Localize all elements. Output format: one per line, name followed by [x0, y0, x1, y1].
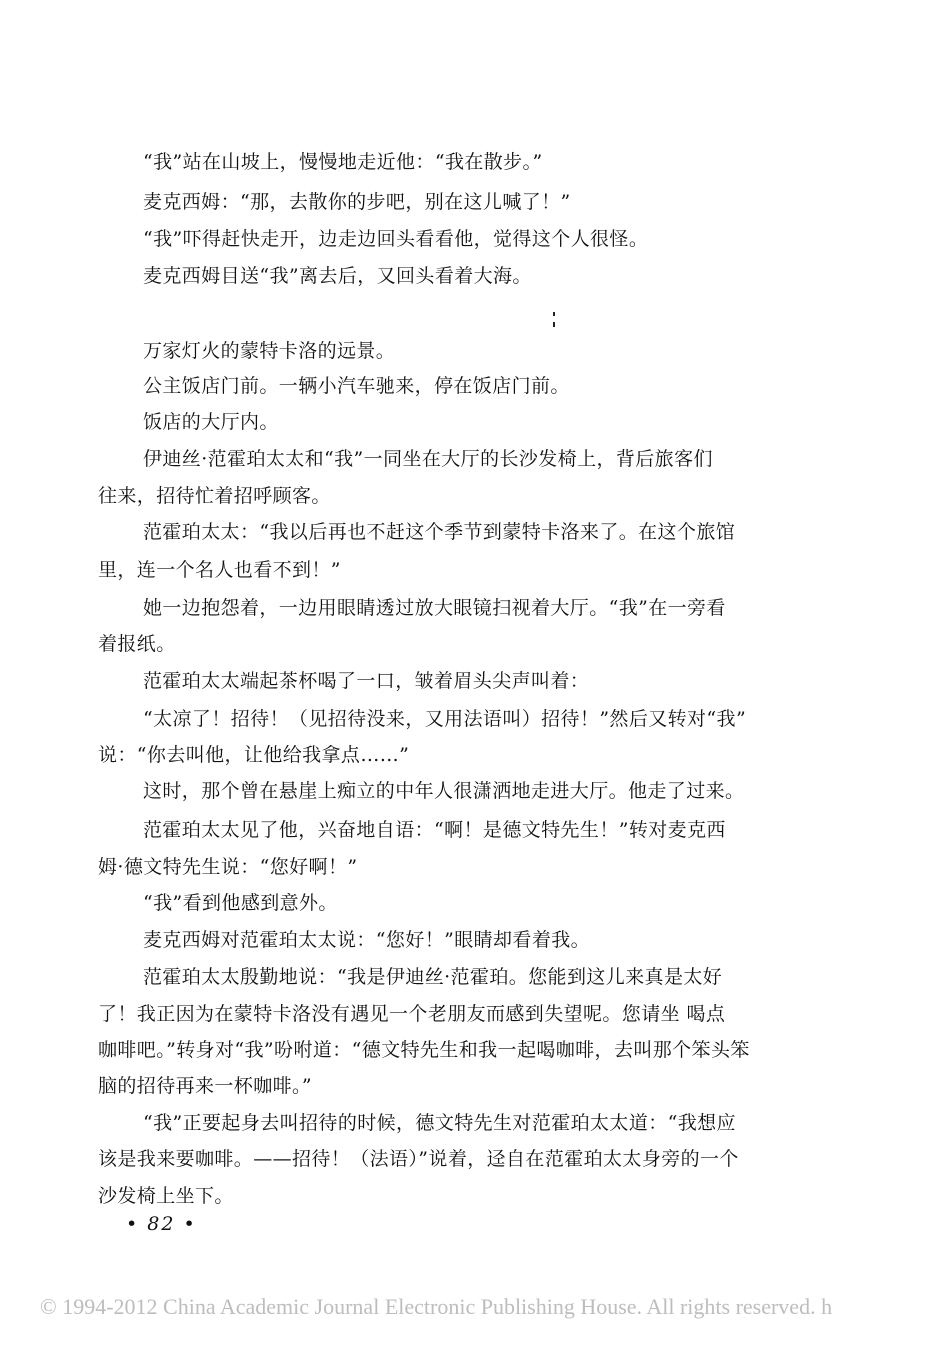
text-line: 万家灯火的蒙特卡洛的远景。	[143, 340, 396, 362]
text-line: 这时，那个曾在悬崖上痴立的中年人很潇洒地走进大厅。他走了过来。	[143, 780, 745, 802]
page-number: • 82 •	[126, 1213, 197, 1235]
text-line: 伊迪丝·范霍珀太太和“我”一同坐在大厅的长沙发椅上，背后旅客们	[143, 448, 713, 470]
text-line: 沙发椅上坐下。	[98, 1185, 234, 1207]
text-line: 着报纸。	[98, 633, 176, 655]
text-line: 她一边抱怨着，一边用眼睛透过放大眼镜扫视着大厅。“我”在一旁看	[143, 597, 726, 619]
scan-speck	[553, 322, 555, 327]
text-line: 公主饭店门前。一辆小汽车驰来，停在饭店门前。	[143, 375, 570, 397]
text-line: 范霍珀太太见了他，兴奋地自语：“啊！是德文特先生！”转对麦克西	[143, 819, 726, 841]
text-line: 麦克西姆对范霍珀太太说：“您好！”眼睛却看着我。	[143, 929, 591, 951]
text-line: 饭店的大厅内。	[143, 411, 279, 433]
scan-speck	[553, 312, 555, 316]
text-line: 姆·德文特先生说：“您好啊！”	[98, 856, 358, 878]
text-line: 麦克西姆：“那，去散你的步吧，别在这儿喊了！”	[143, 191, 571, 213]
text-line: 该是我来要咖啡。——招待！（法语）”说着，迳自在范霍珀太太身旁的一个	[98, 1148, 739, 1170]
text-line: 范霍珀太太端起茶杯喝了一口，皱着眉头尖声叫着：	[143, 670, 590, 692]
text-line: 范霍珀太太：“我以后再也不赶这个季节到蒙特卡洛来了。在这个旅馆	[143, 521, 736, 543]
text-line: 麦克西姆目送“我”离去后，又回头看着大海。	[143, 265, 532, 287]
text-line: “我”站在山坡上，慢慢地走近他：“我在散步。”	[143, 151, 543, 173]
text-line: “我”吓得赶快走开，边走边回头看看他，觉得这个人很怪。	[143, 228, 649, 250]
text-line: 脑的招待再来一杯咖啡。”	[98, 1075, 313, 1097]
text-line: 里，连一个名人也看不到！”	[98, 559, 341, 581]
text-line: 咖啡吧。”转身对“我”吩咐道：“德文特先生和我一起喝咖啡，去叫那个笨头笨	[98, 1039, 750, 1061]
text-line: 往来，招待忙着招呼顾客。	[98, 485, 331, 507]
text-line: “我”正要起身去叫招待的时候，德文特先生对范霍珀太太道：“我想应	[143, 1112, 736, 1134]
copyright-footer: © 1994-2012 China Academic Journal Electronic Publishing House. All rights reserved. h	[40, 1294, 833, 1319]
text-line: 说：“你去叫他，让他给我拿点……”	[98, 744, 410, 766]
text-line: 范霍珀太太殷勤地说：“我是伊迪丝·范霍珀。您能到这儿来真是太好	[143, 966, 723, 988]
text-line: “我”看到他感到意外。	[143, 892, 338, 914]
text-line: “太凉了！招待！（见招待没来，又用法语叫）招待！”然后又转对“我”	[143, 708, 747, 730]
text-line: 了！我正因为在蒙特卡洛没有遇见一个老朋友而感到失望呢。您请坐 喝点	[98, 1003, 726, 1025]
